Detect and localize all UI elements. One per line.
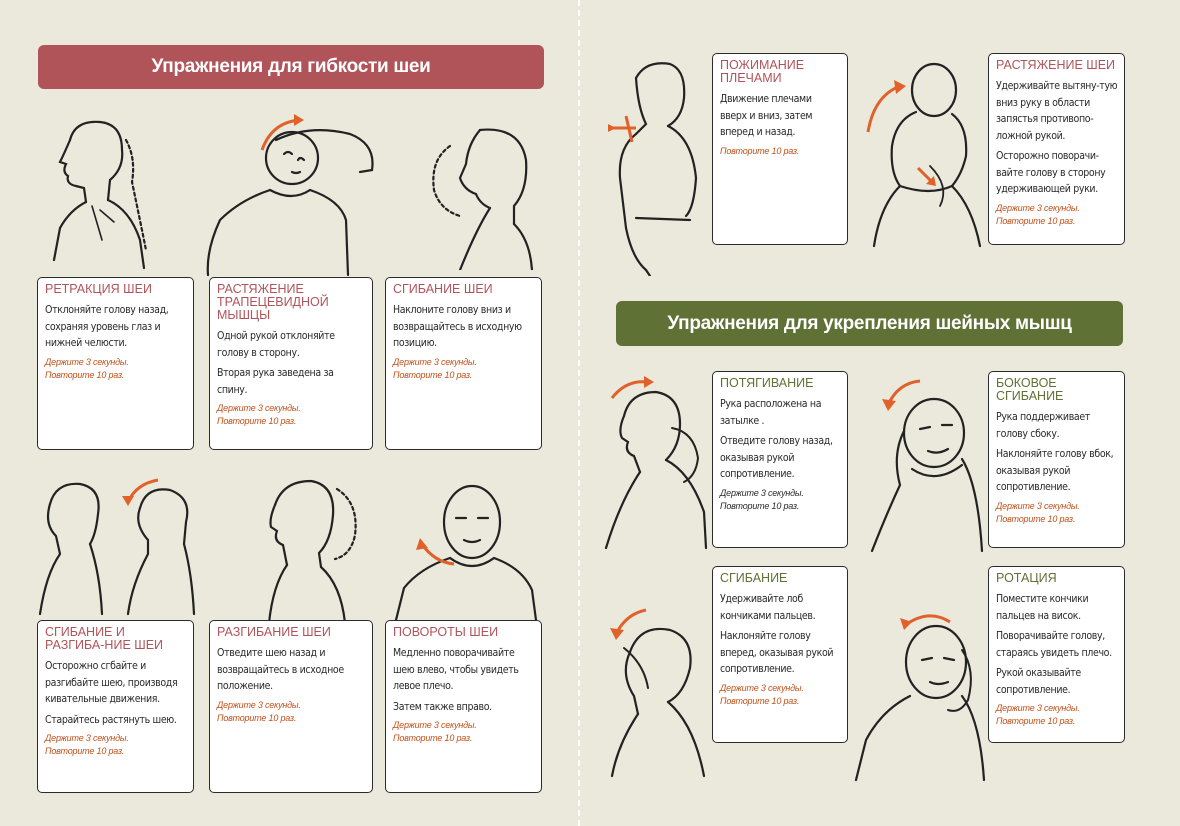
card-text: Поворачивайте голову, стараясь увидеть плечо. <box>996 630 1112 659</box>
card-note: Повторите 10 раз. <box>996 716 1076 726</box>
neck-flexion-illustration <box>420 120 540 270</box>
card-note: Держите 3 секунды. <box>996 500 1080 511</box>
card-text: Наклоняйте голову вперед, оказывая рукой сопротивление. <box>720 630 834 675</box>
neck-retraction-illustration <box>40 110 160 270</box>
card-note: Держите 3 секунды. <box>217 699 301 710</box>
card-note: Держите 3 секунды. <box>45 733 129 743</box>
rotation-resistance-illustration <box>852 610 988 782</box>
card-note: Повторите 10 раз. <box>720 500 800 511</box>
card-title: РОТАЦИЯ <box>996 571 1057 585</box>
card-text: Поместите кончики пальцев на висок. <box>996 593 1089 622</box>
card-text: Осторожно поворачи-вайте голову в сторону удерживающей руки. <box>996 150 1106 195</box>
card-note: Повторите 10 раз. <box>45 369 125 380</box>
card-note: Держите 3 секунды. <box>996 703 1080 713</box>
strengthening-banner: Упражнения для укрепления шейных мышц <box>616 301 1123 346</box>
card-title: СГИБАНИЕ <box>720 571 788 585</box>
card-note: Повторите 10 раз. <box>996 215 1076 226</box>
card-text: Удерживайте вытяну-тую вниз руку в области запястья противопо-ложной рукой. <box>996 80 1118 142</box>
card-note: Держите 3 секунды. <box>720 682 804 693</box>
card-text: Наклоняйте голову вбок, оказывая рукой сопротивление. <box>996 448 1114 493</box>
card-text: Затем также вправо. <box>393 700 492 713</box>
card-flexion-extension <box>37 620 194 793</box>
shoulder-shrug-illustration <box>606 58 710 276</box>
card-text: Удерживайте лоб кончиками пальцев. <box>720 593 816 622</box>
card-text: Медленно поворачивайте шею влево, чтобы увидеть левое плечо. <box>393 647 519 692</box>
card-rotation <box>988 566 1125 743</box>
card-text: Движение плечами вверх и вниз, затем вперед и назад. <box>720 93 813 138</box>
card-note: Держите 3 секунды. <box>720 487 804 498</box>
card-neck-rotation <box>385 620 542 793</box>
card-title: ПОВОРОТЫ ШЕИ <box>393 625 499 639</box>
card-title: ПОЖИМАНИЕ ПЛЕЧАМИ <box>720 58 805 85</box>
card-text: Отведите голову назад, оказывая рукой сопротивление. <box>720 435 833 480</box>
card-neck-stretch <box>988 53 1125 245</box>
card-neck-flexion <box>385 277 542 450</box>
card-note: Повторите 10 раз. <box>996 513 1076 524</box>
card-title: ПОТЯГИВАНИЕ <box>720 376 814 390</box>
card-title: СГИБАНИЕ ШЕИ <box>393 282 493 296</box>
card-title: РАСТЯЖЕНИЕ ШЕИ <box>996 58 1116 72</box>
card-neck-extension <box>209 620 373 793</box>
card-trapezius-stretch <box>209 277 373 450</box>
card-text: Наклоните голову вниз и возвращайтесь в исходную позицию. <box>393 304 522 349</box>
card-note: Повторите 10 раз. <box>45 746 125 756</box>
card-text: Отклоняйте голову назад, сохраняя уровень глаз и нижней челюсти. <box>45 304 169 349</box>
card-note: Повторите 10 раз. <box>393 733 473 743</box>
card-lateral-flexion <box>988 371 1125 548</box>
page-fold-divider <box>578 0 580 826</box>
card-note: Держите 3 секунды. <box>393 720 477 730</box>
card-text: Вторая рука заведена за спину. <box>217 367 334 396</box>
card-note: Повторите 10 раз. <box>217 712 297 723</box>
card-text: Отведите шею назад и возвращайтесь в исходное положение. <box>217 647 344 692</box>
flexion-extension-illustration <box>36 474 196 620</box>
neck-extension-illustration <box>255 475 365 623</box>
card-text: Рука поддерживает голову сбоку. <box>996 411 1090 440</box>
neck-stretch-illustration <box>860 56 986 256</box>
neck-rotation-illustration <box>390 478 540 620</box>
card-title: РАЗГИБАНИЕ ШЕИ <box>217 625 331 639</box>
card-text: Рука расположена на затылке . <box>720 398 822 427</box>
card-note: Повторите 10 раз. <box>720 145 800 156</box>
card-title: РАСТЯЖЕНИЕ ТРАПЕЦЕВИДНОЙ МЫШЦЫ <box>217 282 329 322</box>
card-title: РЕТРАКЦИЯ ШЕИ <box>45 282 152 296</box>
card-note: Повторите 10 раз. <box>217 416 297 426</box>
neck-pull-illustration <box>600 372 710 552</box>
card-neck-pull <box>712 371 848 548</box>
flexibility-banner: Упражнения для гибкости шеи <box>38 45 544 89</box>
card-note: Держите 3 секунды. <box>217 403 301 413</box>
trapezius-stretch-illustration <box>200 110 385 280</box>
card-text: Осторожно сгбайте и разгибайте шею, производя кивательные движения. <box>45 660 178 705</box>
card-text: Одной рукой отклоняйте голову в сторону. <box>217 330 335 359</box>
lateral-flexion-illustration <box>852 375 986 553</box>
flexion-resistance-illustration <box>604 604 712 778</box>
card-text: Старайтесь растянуть шею. <box>45 713 177 726</box>
card-note: Держите 3 секунды. <box>996 202 1080 213</box>
card-title: СГИБАНИЕ И РАЗГИБА-НИЕ ШЕИ <box>45 625 164 652</box>
card-note: Повторите 10 раз. <box>720 695 800 706</box>
card-note: Держите 3 секунды. <box>45 356 129 367</box>
card-text: Рукой оказывайте сопротивление. <box>996 667 1081 696</box>
card-title: БОКОВОЕ СГИБАНИЕ <box>996 376 1064 403</box>
card-note: Держите 3 секунды. <box>393 356 477 367</box>
card-flexion-resistance <box>712 566 848 743</box>
card-note: Повторите 10 раз. <box>393 369 473 380</box>
card-neck-retraction <box>37 277 194 450</box>
card-shoulder-shrug <box>712 53 848 245</box>
